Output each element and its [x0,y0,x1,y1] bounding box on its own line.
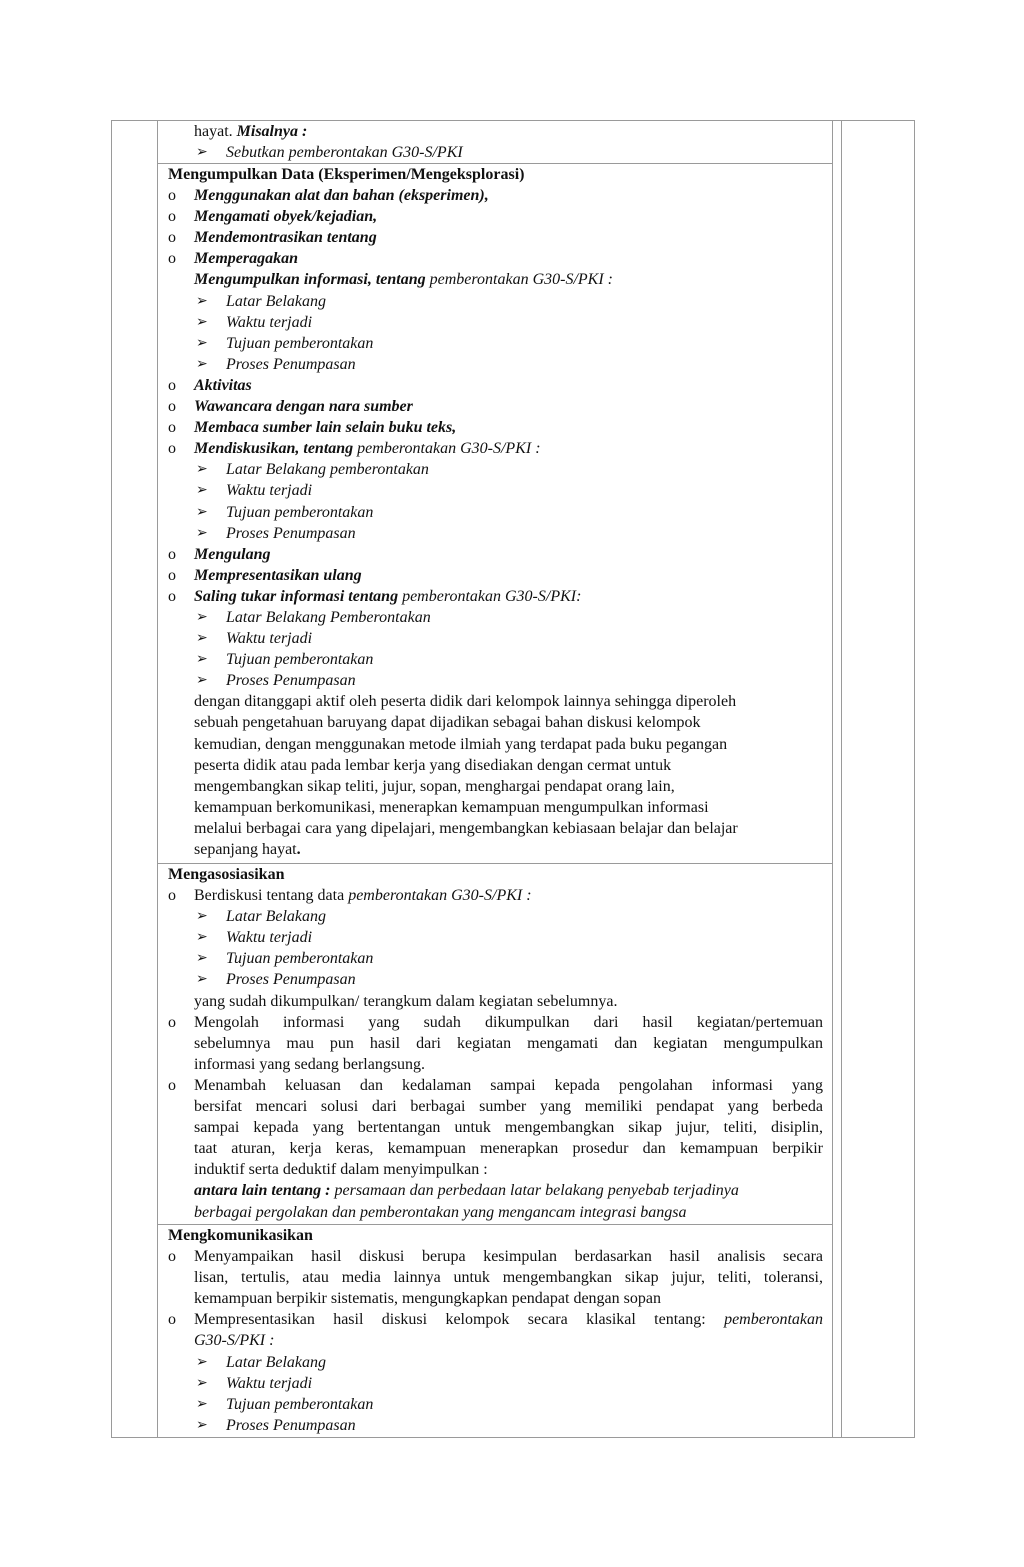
paragraph-line: melalui berbagai cara yang dipelajari, mengembangkan kebiasaan belajar dan belajar [194,819,738,837]
sub-list-item: ➢ Waktu terjadi [168,628,823,649]
arrow-bullet-icon: ➢ [196,462,208,478]
circle-bullet-icon: o [168,887,176,905]
arrow-bullet-icon: ➢ [196,951,208,967]
paragraph-line: bersifat mencari solusi dari berbagai sumber yang memiliki pendapat yang berbeda [194,1098,823,1116]
paragraph-line: G30-S/PKI : [194,1332,275,1350]
right-column [832,120,842,1438]
circle-bullet-icon: o [168,229,176,247]
list-item: o Berdiskusi tentang data pemberontakan G30-S/PKI : [168,885,823,906]
sub-list-item: ➢ Proses Penumpasan [168,354,823,375]
among-line: berbagai pergolakan dan pemberontakan yang mengancam integrasi bangsa [194,1203,687,1221]
paragraph-line: kemudian, dengan menggunakan metode ilmiah yang terdapat pada buku pegangan [194,735,728,753]
arrow-bullet-icon: ➢ [196,909,208,925]
circle-bullet-icon: o [168,566,176,584]
after-points-line: yang sudah dikumpulkan/ terangkum dalam kegiatan sebelumnya. [194,992,618,1010]
sub-list-item: ➢ Proses Penumpasan [168,1415,823,1436]
arrow-bullet-icon: ➢ [196,483,208,499]
list-item: o Mengolah informasi yang sudah dikumpulkan dari hasil kegiatan/pertemuan [168,1012,823,1033]
paragraph-line: mengembangkan sikap teliti, jujur, sopan, menghargai pendapat orang lain, [194,777,675,795]
continuation-line [168,121,823,142]
paragraph-line: sebuah pengetahuan baruyang dapat dijadikan sebagai bahan diskusi kelompok [194,714,701,732]
list-item: o Membaca sumber lain selain buku teks, [168,417,823,438]
activity-content [158,121,832,1436]
arrow-bullet-icon: ➢ [196,314,208,330]
circle-bullet-icon: o [168,1248,176,1266]
list-item: o Mendiskusikan, tentang pemberontakan G30-S/PKI : [168,438,823,459]
paragraph-line: kemampuan berpikir sistematis, mengungkapkan pendapat dengan sopan [194,1290,661,1308]
paragraph-line: sepanjang hayat. [194,841,301,858]
paragraph-line: peserta didik atau pada lembar kerja yang disediakan dengan cermat untuk [194,756,672,774]
list-item: o Saling tukar informasi tentang pemberontakan G30-S/PKI: [168,586,823,607]
list-item: o Menambah keluasan dan kedalaman sampai kepada pengolahan informasi yang [168,1075,823,1096]
sub-list-item: ➢ Tujuan pemberontakan [168,1394,823,1415]
among-line: antara lain tentang : persamaan dan perbedaan latar belakang penyebab terjadinya [194,1182,739,1200]
list-item: o Memperagakan [168,248,823,269]
circle-bullet-icon: o [168,1311,176,1329]
circle-bullet-icon: o [168,376,176,394]
arrow-bullet-icon: ➢ [196,930,208,946]
sub-list-item: ➢ Tujuan pemberontakan [168,502,823,523]
list-item: o Mendemontrasikan tentang [168,227,823,248]
list-item: o Mempresentasikan ulang [168,565,823,586]
paragraph-line: sampai kepada yang bertentangan untuk mengembangkan sikap jujur, teliti, disiplin, [194,1119,823,1137]
list-item: o Mengamati obyek/kejadian, [168,206,823,227]
circle-bullet-icon: o [168,208,176,226]
circle-bullet-icon: o [168,187,176,205]
arrow-bullet-icon: ➢ [196,972,208,988]
list-item: o Aktivitas [168,375,823,396]
list-item: o Menyampaikan hasil diskusi berupa kesimpulan berdasarkan hasil analisis secara [168,1246,823,1267]
circle-bullet-icon: o [168,398,176,416]
list-item: o Mempresentasikan hasil diskusi kelompok secara klasikal tentang: pemberontakan [168,1309,823,1330]
sub-list-item: ➢ Waktu terjadi [168,1373,823,1394]
sub-list-item: ➢ Tujuan pemberontakan [168,948,823,969]
paragraph-line: sebelumnya mau pun hasil dari kegiatan mengamati dan kegiatan mengumpulkan [194,1034,823,1052]
circle-bullet-icon: o [168,545,176,563]
arrow-bullet-icon: ➢ [196,525,208,541]
associate-section [158,864,832,1225]
continuation-bullet-text: Sebutkan pemberontakan G30-S/PKI [226,144,463,162]
paragraph-line: taat aturan, kerja keras, kemampuan menerapkan prosedur dan kemampuan berpikir [194,1140,823,1158]
data-collection-section [158,164,832,864]
sub-list-item: ➢ Proses Penumpasan [168,969,823,990]
arrow-bullet-icon: ➢ [196,356,208,372]
arrow-bullet-icon: ➢ [196,1396,208,1412]
arrow-bullet-icon: ➢ [196,631,208,647]
arrow-bullet-icon: ➢ [196,609,208,625]
circle-bullet-icon: o [168,440,176,458]
list-item: o Menggunakan alat dan bahan (eksperimen), [168,185,823,206]
arrow-bullet-icon: ➢ [196,652,208,668]
paragraph-line: dengan ditanggapi aktif oleh peserta didik dari kelompok lainnya sehingga diperoleh [194,693,737,711]
misalnya-label: Misalnya : [236,123,308,140]
sub-list-item: ➢ Tujuan pemberontakan [168,333,823,354]
arrow-bullet-icon: ➢ [196,1417,208,1433]
sub-list-item: ➢ Waktu terjadi [168,480,823,501]
paragraph-line: informasi yang sedang berlangsung. [194,1055,426,1073]
sub-list-item: ➢ Latar Belakang [168,1352,823,1373]
arrow-bullet-icon: ➢ [196,504,208,520]
arrow-bullet-icon: ➢ [196,1354,208,1370]
paragraph-line: induktif serta deduktif dalam menyimpulkan : [194,1161,488,1179]
arrow-bullet-icon: ➢ [196,293,208,309]
sub-list-item: ➢ Tujuan pemberontakan [168,649,823,670]
continuation-section [158,121,832,164]
sub-list-item: ➢ Proses Penumpasan [168,523,823,544]
sub-list-item: ➢ Latar Belakang [168,291,823,312]
sub-list-item: ➢ Latar Belakang [168,906,823,927]
arrow-bullet-icon: ➢ [196,145,208,161]
list-item: o Wawancara dengan nara sumber [168,396,823,417]
info-line: Mengumpulkan informasi, tentang pemberontakan G30-S/PKI : [194,271,613,289]
circle-bullet-icon: o [168,587,176,605]
paragraph-line: kemampuan berkomunikasi, menerapkan kemampuan mengumpulkan informasi [194,798,709,816]
communicate-heading: Mengkomunikasikan [168,1227,313,1244]
sub-list-item: ➢ Latar Belakang pemberontakan [168,459,823,480]
sub-list-item: ➢ Waktu terjadi [168,312,823,333]
circle-bullet-icon: o [168,1013,176,1031]
circle-bullet-icon: o [168,1076,176,1094]
continuation-text: hayat. [194,123,233,140]
circle-bullet-icon: o [168,250,176,268]
sub-list-item: ➢ Proses Penumpasan [168,670,823,691]
associate-heading: Mengasosiasikan [168,866,285,883]
left-column [111,120,158,1438]
communicate-section [158,1225,832,1436]
arrow-bullet-icon: ➢ [196,1375,208,1391]
list-item: o Mengulang [168,544,823,565]
sub-list-item: ➢ Latar Belakang Pemberontakan [168,607,823,628]
arrow-bullet-icon: ➢ [196,673,208,689]
circle-bullet-icon: o [168,419,176,437]
continuation-bullet [168,142,823,163]
arrow-bullet-icon: ➢ [196,335,208,351]
sub-list-item: ➢ Waktu terjadi [168,927,823,948]
paragraph-line: lisan, tertulis, atau media lainnya untuk mengembangkan sikap jujur, teliti, toleransi, [194,1269,823,1287]
data-collection-heading: Mengumpulkan Data (Eksperimen/Mengeksplorasi) [168,166,525,183]
